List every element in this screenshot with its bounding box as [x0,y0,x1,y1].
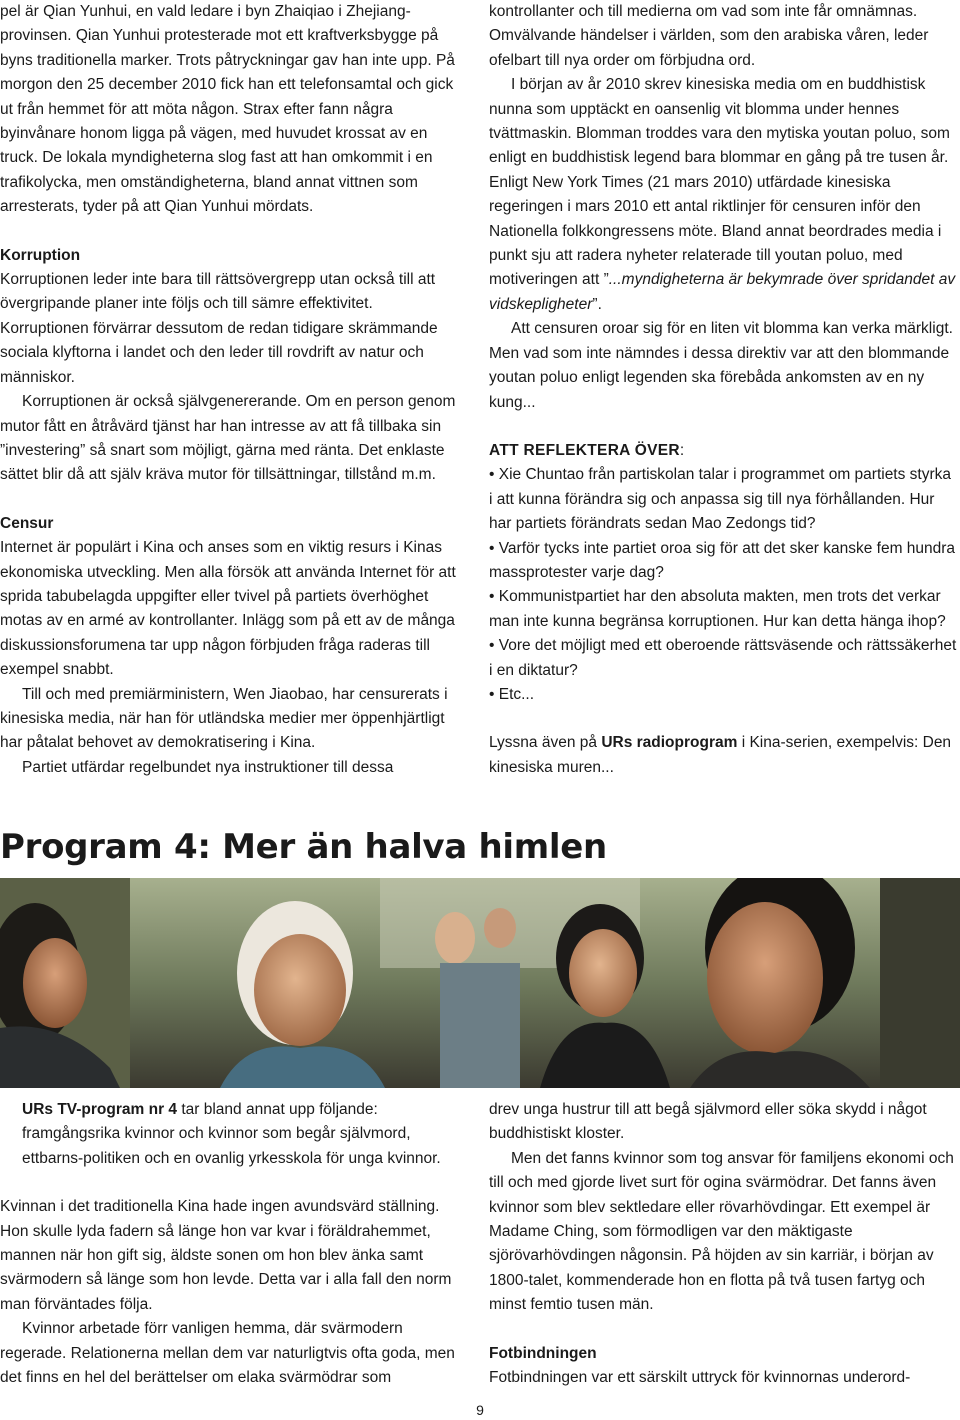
listen-paragraph [489,731,957,780]
women-crowd-photo [0,878,960,1088]
bullet-item: • Vore det möjligt med ett oberoende rättsväsende och rättssäkerhet i en diktatur? [489,637,957,679]
heading-text: ATT REFLEKTERA ÖVER [489,441,680,459]
column-bottom-left [0,1098,468,1390]
text-run: Lyssna även på [489,734,602,752]
body-paragraph: Kvinnor arbetade förr vanligen hemma, där svärmodern regerade. Relationerna mellan dem var naturligtvis ofta goda, men det finns en hel del berättelser om elaka svärmödrar som [0,1320,455,1387]
text-run: tar bland annat upp följande: framgångsrika kvinnor och kvinnor som begår självmord, ettbarns-politiken och en ovanlig yrkesskola för unga kvinnor. [22,1101,441,1167]
body-paragraph: drev unga hustrur till att begå självmord eller söka skydd i något buddhistiskt kloster. [489,1101,927,1143]
body-paragraph: pel är Qian Yunhui, en vald ledare i byn Zhaiqiao i Zhejiang-provinsen. Qian Yunhui protesterade mot ett kraftverksbygge på byns traditionella marker. Trots påtryckningar gav han inte upp. På morgon den 25 december 2010 fick han ett telefonsamtal och gick ut från hemmet för att möta någon. Strax efter fann några byinvånare honom ligga på vägen, med huvudet krossat av en truck. De lokala myndigheterna slog fast att han omkommit i en trafikolycka, men omständigheterna, bland annat vittnen som arresterats, tyder på att Qian Yunhui mördats. [0,3,455,216]
body-paragraph: Fotbindningen var ett särskilt uttryck för kvinnornas underord- [489,1369,911,1387]
column-top-left [0,0,468,780]
italic-quote: ...myndigheterna är bekymrade över spridandet av vidskepligheter [489,271,956,313]
body-paragraph: Internet är populärt i Kina och anses som en viktig resurs i Kinas ekonomiska utveckling. Men alla försök att använda Internet för att sprida tabubelagda uppgifter eller tvivel på partiets överhöghet motas av en armé av kontrollanter. Inlägg som på ett av de många diskussionsforumena tar upp någon förbjuden fråga raderas till exempel snabbt. [0,539,456,679]
bullet-item: • Etc... [489,685,535,703]
section-heading-fotbindningen: Fotbindningen [489,1344,597,1362]
text-run: ”. [592,295,602,313]
intro-paragraph [0,1098,468,1171]
body-paragraph: Kvinnan i det traditionella Kina hade ingen avundsvärd ställning. Hon skulle lyda fadern så länge hon var kvar i föräldrahemmet, mannen när hon gift sig, äldste sonen om hon blev änka samt svärmodern så länge som hon levde. Detta var i alla fall den norm man förväntades följa. [0,1198,452,1313]
radio-program-name: URs radioprogram [601,734,738,752]
section-heading-reflect [489,439,957,463]
text-run: i Kina-serien, exempelvis: Den kinesiska muren... [489,734,952,776]
heading-colon: : [679,441,685,459]
body-paragraph: Till och med premiärministern, Wen Jiaobao, har censurerats i kinesiska media, när han för utländska medier mer öppenhjärtligt har påtalat behovet av demokratisering i Kina. [0,685,448,752]
page-number: 9 [476,1402,484,1418]
bullet-item: • Varför tycks inte partiet oroa sig för att det sker kanske fem hundra massprotester varje dag? [489,539,956,581]
program-title: Program 4: Mer än halva himlen [0,827,607,867]
tv-program-name: URs TV-program nr 4 [22,1101,178,1118]
body-paragraph: Korruptionen leder inte bara till rättsövergrepp utan också till att övergripande planer inte följs och till sämre effektivitet. [0,271,436,313]
bullet-item: • Xie Chuntao från partiskolan talar i programmet om partiets styrka i att kunna förändra sig och anpassa sig till nya förhållanden. Hur har partiets förändrats sedan Mao Zedongs tid? [489,466,952,533]
column-top-right [489,0,957,780]
body-paragraph [489,73,957,317]
body-paragraph: Korruptionen är också självgenererande. Om en person genom mutor fått en åtråvärd tjänst har han intresse av att få tillbaka sin ”investering” så snart som möjligt, gärna med ränta. Det enklaste sättet blir då att själv kräva mutor för tillsättningar, tillstånd m.m. [0,393,456,484]
body-paragraph: Partiet utfärdar regelbundet nya instruktioner till dessa [22,758,394,776]
body-paragraph: Att censuren oroar sig för en liten vit blomma kan verka märkligt. Men vad som inte nämndes i dessa direktiv var att den blommande youtan poluo enligt legenden ska förebåda ankomsten av en ny kung... [489,320,953,411]
bullet-item: • Kommunistpartiet har den absoluta makten, men trots det verkar man inte kunna begränsa korruptionen. Hur kan detta hänga ihop? [489,588,946,630]
section-heading-korruption: Korruption [0,246,81,264]
column-bottom-right [489,1098,957,1390]
body-paragraph: Men det fanns kvinnor som tog ansvar för familjens ekonomi och till och med gjorde livet surt för ogina svärmödrar. Det fanns även kvinnor som blev sektledare eller rövarhövdingar. Ett exempel är Madame Ching, som förmodligen var den mäktigaste sjörövarhövdingen någonsin. På höjden av sin karriär, i början av 1800-talet, kommenderade hon en flotta på två tusen fartyg och minst femtio tusen män. [489,1149,954,1314]
body-paragraph: Korruptionen förvärrar dessutom de redan tidigare skrämmande sociala klyftorna i landet och den leder till rovdrift av natur och människor. [0,319,438,386]
section-heading-censur: Censur [0,514,54,532]
body-paragraph: kontrollanter och till medierna om vad som inte får omnämnas. Omvälvande händelser i världen, som den arabiska våren, leder ofelbart till nya order om förbjudna ord. [489,3,929,69]
text-run: I början av år 2010 skrev kinesiska media om en buddhistisk nunna som upptäckt en oansenlig vit blomma under hennes tvättmaskin. Blomman troddes vara den mytiska youtan poluo, som enligt en buddhistisk legend bara blommar en gång på tre tusen år. Enligt New York Times (21 mars 2010) utfärdade kinesiska regeringen i mars 2010 ett antal riktlinjer för censuren inför den Nationella folkkongressens möte. Bland annat beordrades media i punkt sju att radera nyheter relaterade till youtan poluo, med motiveringen att ” [489,76,950,289]
